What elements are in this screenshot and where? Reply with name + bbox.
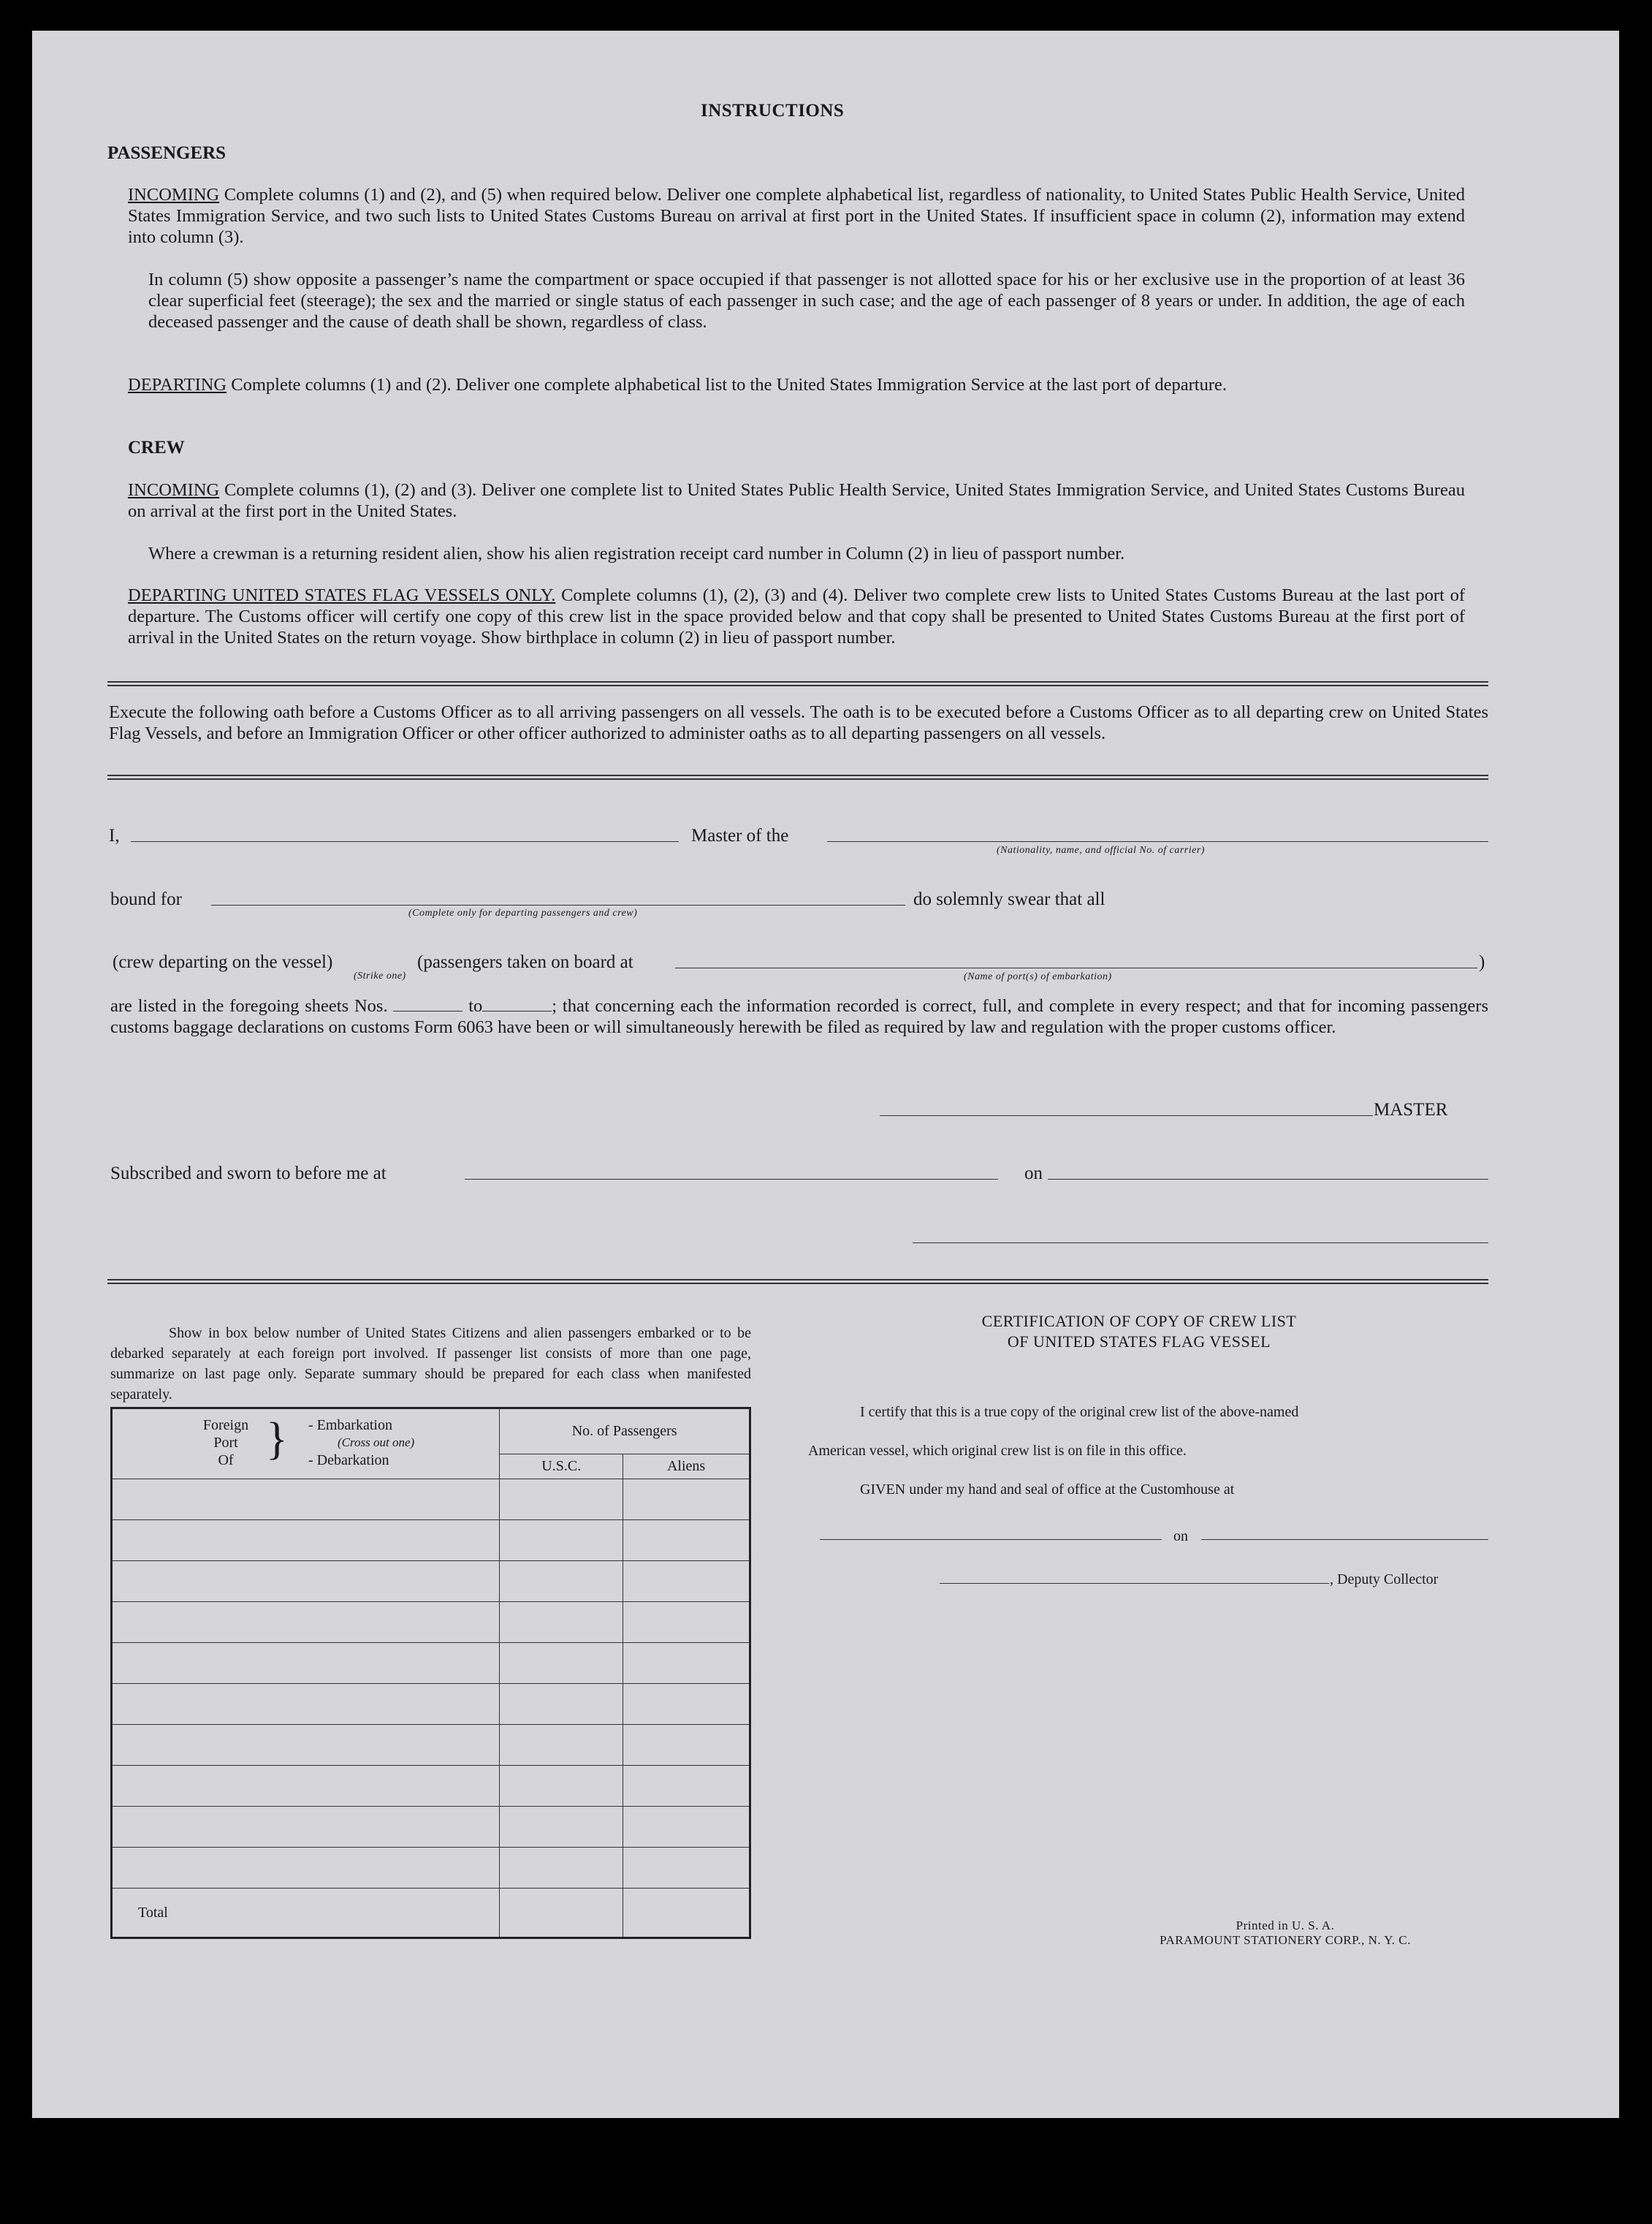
embarkation-label: - Embarkation xyxy=(308,1417,392,1433)
instructions-title: INSTRUCTIONS xyxy=(701,101,845,121)
printer-line1: Printed in U. S. A. xyxy=(1236,1919,1335,1932)
oath-note: Execute the following oath before a Customs Officer as to all arriving passengers on all vessels. The oath is to be executed before a Customs Officer as to all departing crew on United States Flag Vessels, and before an Immigration Officer or other officer authorized to administer oaths as to all departing passengers on all vessels. xyxy=(109,702,1488,743)
port-label-port: Port xyxy=(213,1435,238,1451)
passengers-incoming-paragraph xyxy=(128,184,1465,248)
crew-departing-paragraph xyxy=(128,585,1465,648)
total-usc-cell[interactable] xyxy=(500,1889,623,1938)
aliens-cell[interactable] xyxy=(623,1684,750,1725)
port-cell[interactable] xyxy=(112,1561,500,1602)
aliens-cell[interactable] xyxy=(623,1725,750,1766)
master-signature-line[interactable] xyxy=(880,1115,1373,1116)
port-cell[interactable] xyxy=(112,1725,500,1766)
port-cell[interactable] xyxy=(112,1520,500,1561)
passengers-departing-label: DEPARTING xyxy=(128,375,227,395)
certification-title-line2: OF UNITED STATES FLAG VESSEL xyxy=(1007,1332,1271,1351)
port-cell[interactable] xyxy=(112,1848,500,1889)
crew-incoming-text: Complete columns (1), (2) and (3). Deliver one complete list to United States Public Health Service, United States Immigration Service, and United States Customs Bureau on arrival at the first port in the United States. xyxy=(128,480,1465,521)
passengers-incoming-label: INCOMING xyxy=(128,185,220,205)
bound-for-line[interactable] xyxy=(211,905,905,906)
cert-on-label: on xyxy=(1173,1528,1188,1544)
cross-out-caption: (Cross out one) xyxy=(338,1435,415,1449)
swear-text: do solemnly swear that all xyxy=(913,889,1105,909)
deputy-collector-label: , Deputy Collector xyxy=(1330,1571,1439,1587)
deputy-collector-line[interactable] xyxy=(940,1583,1329,1584)
aliens-cell[interactable] xyxy=(623,1520,750,1561)
cert-date-line[interactable] xyxy=(1201,1539,1488,1540)
usc-cell[interactable] xyxy=(500,1479,623,1520)
bound-for-label: bound for xyxy=(110,889,182,909)
master-of-the-label: Master of the xyxy=(691,826,789,846)
crew-heading: CREW xyxy=(128,438,185,458)
listed-paragraph xyxy=(110,995,1488,1038)
aliens-cell[interactable] xyxy=(623,1643,750,1684)
aliens-cell[interactable] xyxy=(623,1766,750,1807)
officer-signature-line[interactable] xyxy=(913,1242,1488,1243)
usc-cell[interactable] xyxy=(500,1561,623,1602)
printer-line2: PARAMOUNT STATIONERY CORP., N. Y. C. xyxy=(1160,1933,1411,1947)
aliens-cell[interactable] xyxy=(623,1561,750,1602)
aliens-header: Aliens xyxy=(623,1454,750,1479)
port-cell[interactable] xyxy=(112,1643,500,1684)
usc-header: U.S.C. xyxy=(500,1454,623,1479)
subscribed-label: Subscribed and sworn to before me at xyxy=(110,1164,387,1183)
passengers-incoming-text: Complete columns (1) and (2), and (5) when required below. Deliver one complete alphabetical list, regardless of nationality, to United States Public Health Service, United States Immigration Service, and two such lists to United States Customs Bureau on arrival at first port in the United States. If insufficient space in column (2), information may extend into column (3). xyxy=(128,185,1465,247)
sheet-from-field[interactable] xyxy=(393,998,463,1012)
bound-for-caption: (Complete only for departing passengers and crew) xyxy=(408,908,638,919)
port-label-foreign: Foreign xyxy=(202,1417,249,1433)
crew-departing-option: (crew departing on the vessel) xyxy=(113,952,333,972)
passengers-departing-text: Complete columns (1) and (2). Deliver one complete alphabetical list to the United States Immigration Service at the last port of departure. xyxy=(227,375,1227,395)
strike-one-caption: (Strike one) xyxy=(354,971,406,982)
sworn-place-line[interactable] xyxy=(465,1179,998,1180)
divider-oath xyxy=(107,775,1488,780)
passenger-summary-table xyxy=(110,1407,751,1939)
close-paren: ) xyxy=(1479,952,1485,972)
port-cell[interactable] xyxy=(112,1766,500,1807)
aliens-cell[interactable] xyxy=(623,1807,750,1848)
passengers-heading: PASSENGERS xyxy=(107,143,227,163)
summary-note: Show in box below number of United States Citizens and alien passengers embarked or to be debarked separately at each foreign port involved. If passenger list consists of more than one page, summarize on last page only. Separate summary should be prepared for each class when manifested separately. xyxy=(110,1325,751,1403)
crew-incoming-label: INCOMING xyxy=(128,480,220,500)
certify-line2: American vessel, which original crew list is on file in this office. xyxy=(808,1443,1187,1459)
listed-rest: ; that concerning each the information recorded is correct, full, and complete in every respect; and that for incoming passengers customs baggage declarations on customs Form 6063 have been or will simultaneously herewith be filed as required by law and regulation with the proper customs officer. xyxy=(110,996,1488,1037)
usc-cell[interactable] xyxy=(500,1807,623,1848)
listed-prefix: are listed in the foregoing sheets Nos. xyxy=(110,996,388,1016)
usc-cell[interactable] xyxy=(500,1684,623,1725)
column5-paragraph: In column (5) show opposite a passenger’s name the compartment or space occupied if that passenger is not allotted space for his or her exclusive use in the proportion of at least 36 clear superficial feet (steerage); the sex and the married or single status of each passenger in such case; and the age of each passenger of 8 years or under. In addition, the age of each deceased passenger and the cause of death shall be shown, regardless of class. xyxy=(148,270,1465,332)
total-label: Total xyxy=(112,1889,500,1938)
given-text: GIVEN under my hand and seal of office at the Customhouse at xyxy=(860,1481,1235,1498)
port-cell[interactable] xyxy=(112,1807,500,1848)
crew-departing-text: Complete columns (1), (2), (3) and (4). Deliver two complete crew lists to United States Customs Bureau at the last port of departure. The Customs officer will certify one copy of this crew list in the space provided below and that copy shall be presented to United States Customs Bureau at the first port of arrival in the United States on the return voyage. Show birthplace in column (2) in lieu of passport number. xyxy=(128,585,1465,648)
form-page xyxy=(32,31,1619,2118)
master-label: MASTER xyxy=(1374,1100,1448,1120)
aliens-cell[interactable] xyxy=(623,1848,750,1889)
aliens-cell[interactable] xyxy=(623,1479,750,1520)
crew-departing-label: DEPARTING UNITED STATES FLAG VESSELS ONLY. xyxy=(128,585,556,605)
total-aliens-cell[interactable] xyxy=(623,1889,750,1938)
passengers-departing-paragraph xyxy=(128,374,1465,395)
divider-instructions xyxy=(107,681,1488,686)
usc-cell[interactable] xyxy=(500,1848,623,1889)
ports-caption: (Name of port(s) of embarkation) xyxy=(964,971,1112,982)
carrier-caption: (Nationality, name, and official No. of carrier) xyxy=(997,845,1205,856)
certify-line1: I certify that this is a true copy of the original crew list of the above-named xyxy=(860,1404,1299,1420)
carrier-line[interactable] xyxy=(827,841,1488,842)
customhouse-line[interactable] xyxy=(820,1539,1162,1540)
crewman-paragraph: Where a crewman is a returning resident alien, show his alien registration receipt card number in Column (2) in lieu of passport number. xyxy=(148,544,1125,563)
port-cell[interactable] xyxy=(112,1602,500,1643)
certification-title-line1: CERTIFICATION OF COPY OF CREW LIST xyxy=(981,1312,1297,1330)
usc-cell[interactable] xyxy=(500,1602,623,1643)
master-name-line[interactable] xyxy=(131,841,679,842)
crew-incoming-paragraph xyxy=(128,479,1465,522)
usc-cell[interactable] xyxy=(500,1643,623,1684)
port-header-cell xyxy=(112,1408,500,1479)
usc-cell[interactable] xyxy=(500,1725,623,1766)
usc-cell[interactable] xyxy=(500,1520,623,1561)
port-label-of: Of xyxy=(218,1452,234,1468)
printer-imprint xyxy=(1092,1919,1479,1948)
oath-i-label: I, xyxy=(109,826,120,846)
usc-cell[interactable] xyxy=(500,1766,623,1807)
no-of-passengers-header: No. of Passengers xyxy=(500,1408,750,1454)
to-label: to xyxy=(468,996,483,1016)
sworn-on-label: on xyxy=(1024,1164,1043,1183)
divider-oath-end xyxy=(107,1279,1488,1284)
debarkation-label: - Debarkation xyxy=(308,1452,389,1468)
certification-title xyxy=(850,1311,1428,1352)
port-cell[interactable] xyxy=(112,1684,500,1725)
aliens-cell[interactable] xyxy=(623,1602,750,1643)
passengers-taken-option: (passengers taken on board at xyxy=(417,952,633,972)
sheet-to-field[interactable] xyxy=(482,998,552,1012)
brace-icon: } xyxy=(266,1414,288,1464)
port-cell[interactable] xyxy=(112,1479,500,1520)
sworn-date-line[interactable] xyxy=(1048,1179,1488,1180)
